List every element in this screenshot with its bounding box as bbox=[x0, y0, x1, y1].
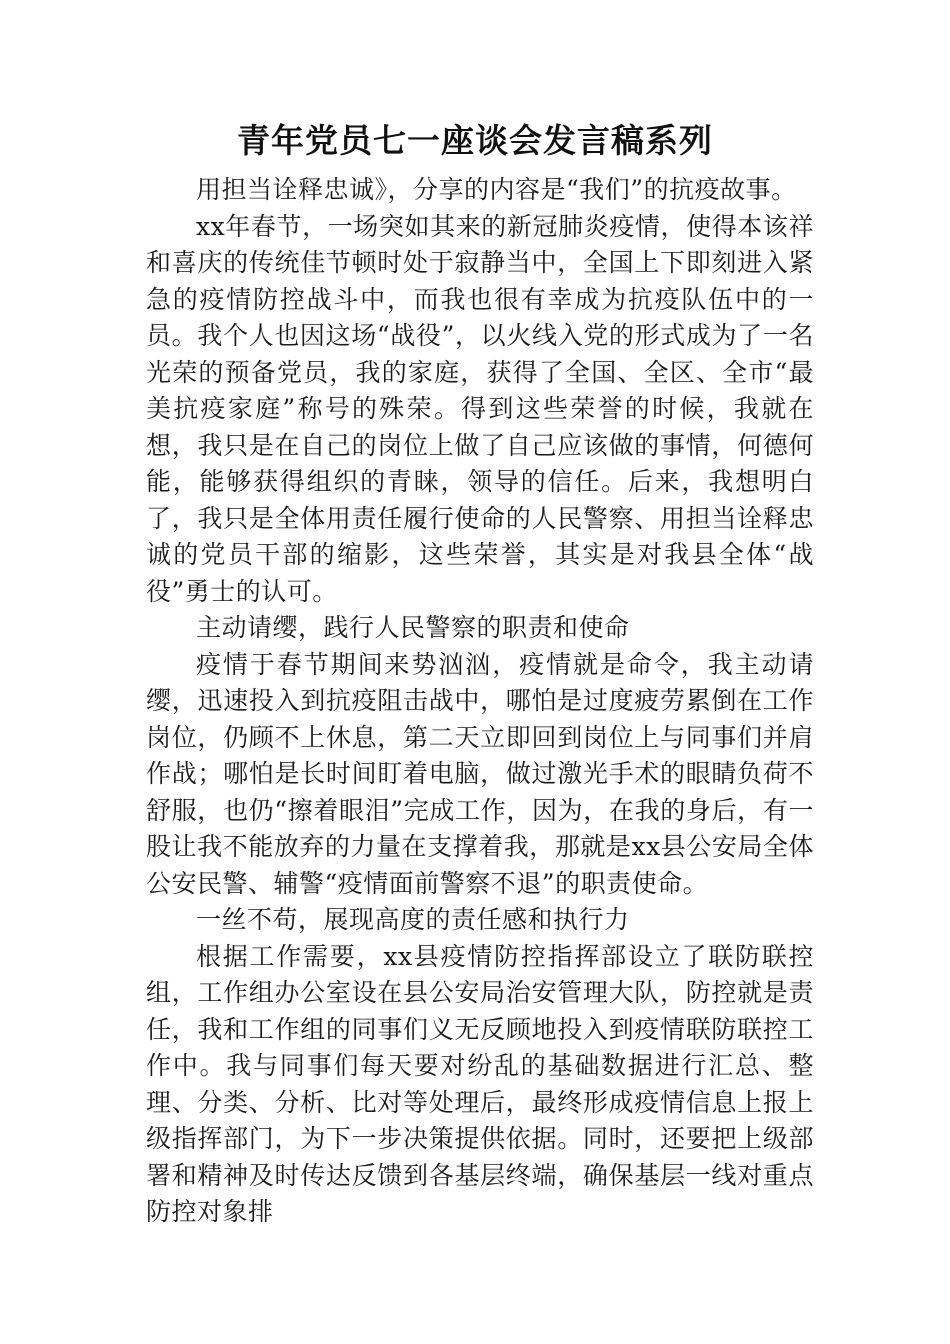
section-heading-1: 主动请缨，践行人民警察的职责和使命 bbox=[196, 613, 630, 642]
paragraph-3: 疫情于春节期间来势汹汹，疫情就是命令，我主动请缨，迅速投入到抗疫阻击战中，哪怕是过度疲劳累倒在工作岗位，仍顾不上休息，第二天立即回到岗位上与同事们并肩作战；哪怕是长时间盯着电脑，做过激光手术的眼睛负荷不舒服，也仍“擦着眼泪”完成工作，因为，在我的身后，有一股让我不能放弃的力量在支撑着我，那就是xx县公安局全体公安民警、辅警“疫情面前警察不退”的职责使命。 bbox=[146, 649, 814, 898]
paragraph-2: xx年春节，一场突如其来的新冠肺炎疫情，使得本该祥和喜庆的传统佳节顿时处于寂静当中，全国上下即刻进入紧急的疫情防控战斗中，而我也很有幸成为抗疫队伍中的一员。我个人也因这场“战役”，以火线入党的形式成为了一名光荣的预备党员，我的家庭，获得了全国、全区、全市“最美抗疫家庭”称号的殊荣。得到这些荣誉的时候，我就在想，我只是在自己的岗位上做了自己应该做的事情，何德何能，能够获得组织的青睐，领导的信任。后来，我想明白了，我只是全体用责任履行使命的人民警察、用担当诠释忠诚的党员干部的缩影，这些荣誉，其实是对我县全体“战役”勇士的认可。 bbox=[146, 211, 814, 606]
document-body bbox=[146, 172, 814, 1231]
paragraph-4: 根据工作需要，xx县疫情防控指挥部设立了联防联控组，工作组办公室设在县公安局治安管理大队，防控就是责任，我和工作组的同事们义无反顾地投入到疫情联防联控工作中。我与同事们每天要对纷乱的基础数据进行汇总、整理、分类、分析、比对等处理后，最终形成疫情信息上报上级指挥部门，为下一步决策提供依据。同时，还要把上级部署和精神及时传达反馈到各基层终端，确保基层一线对重点防控对象排 bbox=[146, 941, 814, 1226]
document-title: 青年党员七一座谈会发言稿系列 bbox=[237, 121, 713, 160]
paragraph-1: 用担当诠释忠诚》，分享的内容是“我们”的抗疫故事。 bbox=[196, 175, 797, 204]
section-heading-2: 一丝不苟，展现高度的责任感和执行力 bbox=[196, 905, 630, 934]
